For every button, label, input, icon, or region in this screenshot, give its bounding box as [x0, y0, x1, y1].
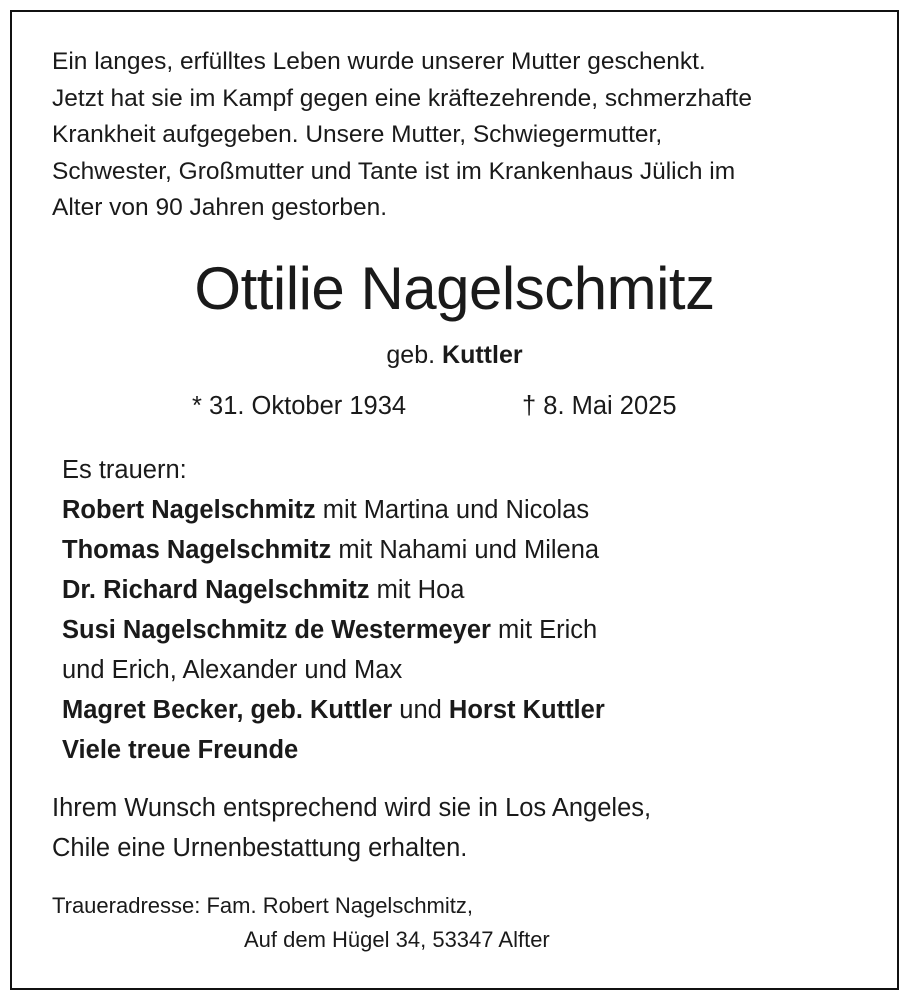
mourners-list: [62, 450, 605, 770]
intro-line: Jetzt hat sie im Kampf gegen eine kräftezehrende, schmerzhafte: [52, 84, 752, 112]
mourners-heading: Es trauern:: [62, 456, 187, 484]
mourner-line: [62, 570, 605, 610]
mourner-line: [62, 730, 605, 770]
maiden-name: [0, 337, 909, 373]
mourner-name: Robert Nagelschmitz: [62, 496, 316, 524]
mourner-line: [62, 610, 605, 650]
deceased-name: Ottilie Nagelschmitz: [194, 255, 715, 322]
wish-line: Chile eine Urnenbestattung erhalten.: [52, 834, 468, 862]
intro-line: Ein langes, erfülltes Leben wurde unserer Mutter geschenkt.: [52, 48, 706, 75]
intro-line: Krankheit aufgegeben. Unsere Mutter, Schwiegermutter,: [52, 121, 663, 148]
mourner-line: [62, 490, 605, 530]
mourner-name: Magret Becker, geb. Kuttler: [62, 696, 393, 724]
mourner-line: [62, 650, 605, 690]
burial-wish: [52, 788, 651, 868]
maiden-name-value: Kuttler: [442, 341, 523, 369]
birth-date: * 31. Oktober 1934: [192, 392, 407, 420]
mourner-name: Dr. Richard Nagelschmitz: [62, 576, 370, 604]
mourner-name-2: Horst Kuttler: [448, 696, 605, 724]
mourner-line: [62, 530, 605, 570]
mourning-address-line2: Auf dem Hügel 34, 53347 Alfter: [244, 927, 550, 952]
maiden-name-prefix: geb.: [386, 341, 436, 369]
mourning-address-line1: Traueradresse: Fam. Robert Nagelschmitz,: [52, 893, 473, 918]
mourner-detail: und: [392, 696, 449, 724]
mourner-name: Viele treue Freunde: [62, 736, 299, 764]
mourner-detail: mit Erich: [490, 616, 598, 644]
mourner-name: Thomas Nagelschmitz: [62, 536, 332, 564]
mourner-detail: mit Martina und Nicolas: [315, 496, 590, 524]
intro-line: Schwester, Großmutter und Tante ist im Krankenhaus Jülich im: [52, 157, 736, 185]
mourner-detail: und Erich, Alexander und Max: [62, 656, 403, 684]
death-date: † 8. Mai 2025: [522, 392, 677, 420]
wish-line: Ihrem Wunsch entsprechend wird sie in Los Angeles,: [52, 794, 652, 822]
mourner-line: [62, 690, 605, 730]
intro-text: [52, 44, 852, 227]
mourner-detail: mit Nahami und Milena: [331, 536, 600, 564]
intro-line: Alter von 90 Jahren gestorben.: [52, 194, 388, 221]
mourner-name: Susi Nagelschmitz de Westermeyer: [62, 616, 491, 644]
mourner-detail: mit Hoa: [369, 576, 465, 604]
